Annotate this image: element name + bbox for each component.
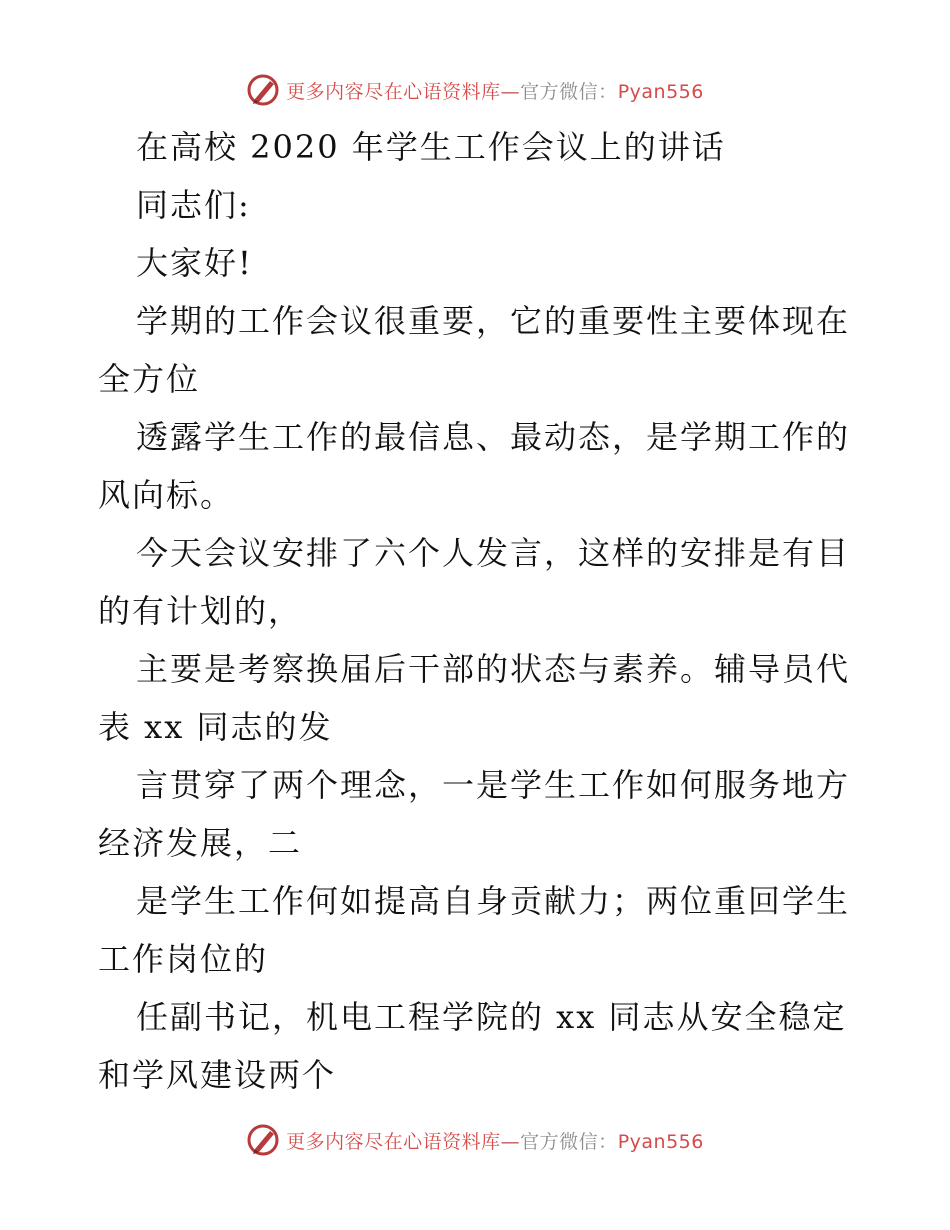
paragraph-line: 言贯穿了两个理念，一是学生工作如何服务地方: [136, 766, 851, 804]
header-banner: [0, 70, 950, 110]
paragraph-line: 风向标。: [98, 476, 235, 514]
paragraph-line: 经济发展，二: [98, 824, 303, 862]
paragraph-line: 表 xx 同志的发: [98, 708, 333, 746]
footer-wechat-label: 官方微信：: [520, 1130, 618, 1153]
document-body: [98, 118, 858, 1104]
footer-banner: [0, 1120, 950, 1160]
paragraph-line: 工作岗位的: [98, 940, 269, 978]
document-salutation: 同志们:: [136, 186, 251, 224]
footer-dash: —: [500, 1130, 521, 1153]
header-wechat-id: Pyan556: [617, 80, 704, 103]
paragraph-line: 今天会议安排了六个人发言，这样的安排是有目: [136, 534, 851, 572]
paragraph-line: 是学生工作何如提高自身贡献力；两位重回学生: [136, 882, 851, 920]
footer-promo: 更多内容尽在心语资料库: [286, 1130, 501, 1153]
pen-circle-logo-icon: [246, 1123, 280, 1157]
header-promo-text: [286, 77, 704, 104]
header-promo: 更多内容尽在心语资料库: [286, 80, 501, 103]
document-title: 在高校 2020 年学生工作会议上的讲话: [136, 128, 726, 166]
paragraph-line: 主要是考察换届后干部的状态与素养。辅导员代: [136, 650, 851, 688]
paragraph-line: 全方位: [98, 360, 201, 398]
paragraph-line: 学期的工作会议很重要，它的重要性主要体现在: [136, 302, 851, 340]
header-dash: —: [500, 80, 521, 103]
header-banner-inner: [246, 73, 704, 107]
paragraph-line: 的有计划的，: [98, 592, 303, 630]
paragraph-line: 透露学生工作的最信息、最动态，是学期工作的: [136, 418, 851, 456]
footer-banner-inner: [246, 1123, 704, 1157]
pen-circle-logo-icon: [246, 73, 280, 107]
paragraph-line: 和学风建设两个: [98, 1056, 337, 1094]
footer-wechat-id: Pyan556: [617, 1130, 704, 1153]
footer-promo-text: [286, 1127, 704, 1154]
paragraph-line: 任副书记，机电工程学院的 xx 同志从安全稳定: [136, 998, 847, 1036]
document-greeting: 大家好!: [136, 244, 253, 282]
header-wechat-label: 官方微信：: [520, 80, 618, 103]
